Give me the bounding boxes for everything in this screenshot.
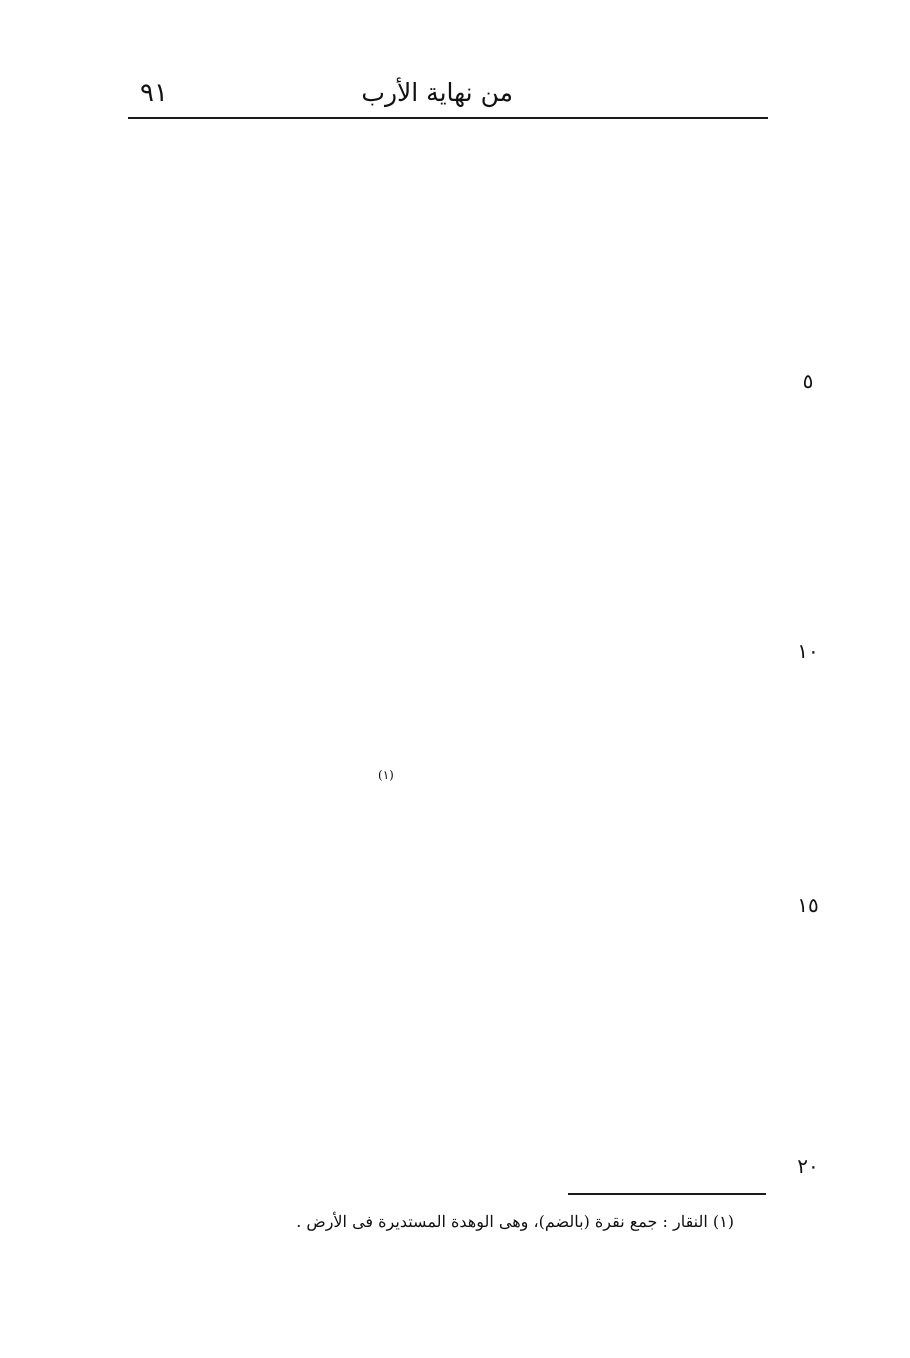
page-number: ٩١ bbox=[140, 78, 168, 108]
line-number: ١٥ bbox=[797, 893, 819, 917]
page-header bbox=[128, 72, 768, 114]
header-rule bbox=[128, 117, 768, 119]
line-number: ١٠ bbox=[797, 639, 819, 663]
footnote-rule bbox=[568, 1193, 766, 1195]
line-number: ٢٠ bbox=[797, 1154, 819, 1178]
footnote: (١) النقار : جمع نقرة (بالضم)، وهى الوهدة المستديرة فى الأرض . bbox=[296, 1212, 734, 1231]
running-title: من نهاية الأرب bbox=[361, 78, 513, 107]
line-number: ٥ bbox=[802, 369, 814, 393]
footnote-reference: (١) bbox=[378, 768, 394, 782]
